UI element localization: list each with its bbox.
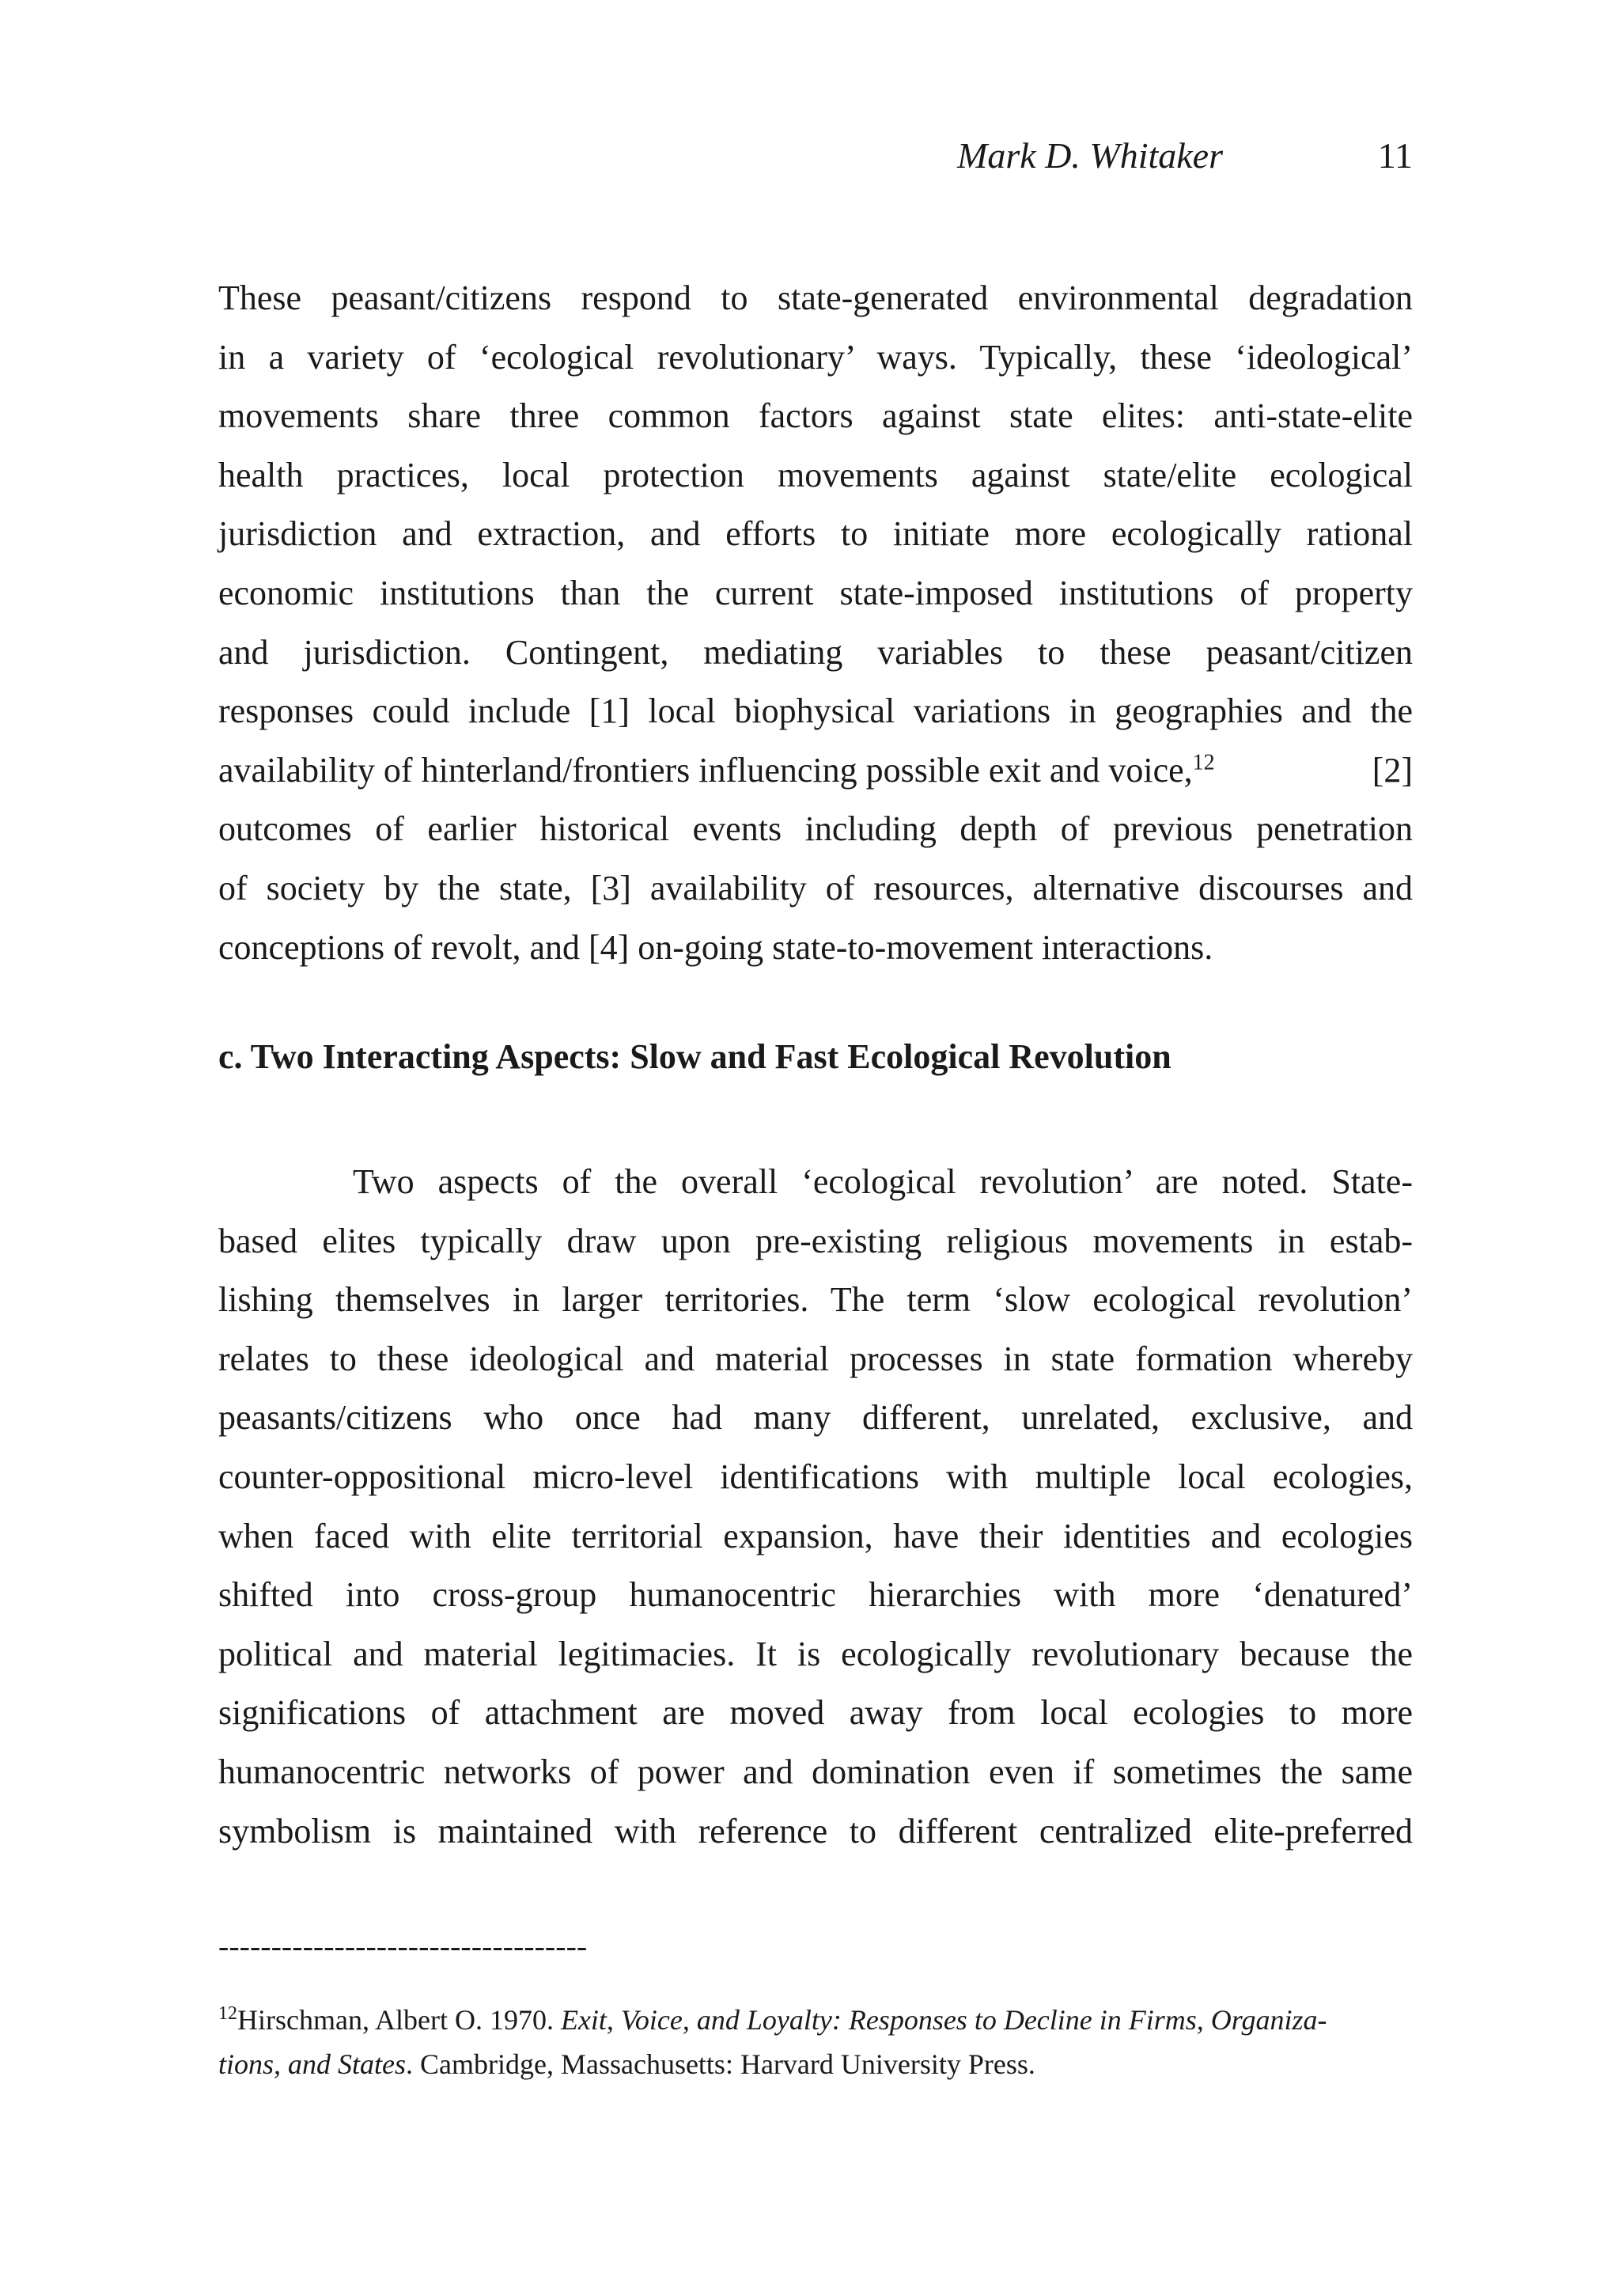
section-heading: c. Two Interacting Aspects: Slow and Fast Ecological Revolution (218, 1037, 1171, 1076)
text-line: political and material legitimacies. It is ecologically revolutionary because the (218, 1634, 1413, 1673)
text-line: jurisdiction and extraction, and efforts to initiate more ecologically rational (218, 514, 1413, 554)
text-line: responses could include [1] local biophysical variations in geographies and the (218, 691, 1413, 731)
footnote-marker: 12 (218, 2003, 237, 2024)
text-line: when faced with elite territorial expansion, have their identities and ecologies (218, 1516, 1413, 1555)
footnote-line-1 (218, 1998, 1413, 2042)
text-line: lishing themselves in larger territories. The term ‘slow ecological revolution’ (218, 1280, 1413, 1320)
footnote-title-part2: tions, and States (218, 2048, 407, 2080)
text-line: peasants/citizens who once had many different, unrelated, exclusive, and (218, 1398, 1413, 1438)
text-line: symbolism is maintained with reference to different centralized elite-preferred (218, 1811, 1413, 1851)
text-line: humanocentric networks of power and domination even if sometimes the same (218, 1752, 1413, 1791)
footnote-line-2 (218, 2042, 1413, 2086)
text-line: conceptions of revolt, and [4] on-going state-to-movement interactions. (218, 927, 1213, 967)
page-number: 11 (1377, 135, 1413, 176)
footnote-separator: ----------------------------------- (218, 1928, 588, 1964)
text-line: significations of attachment are moved away from local ecologies to more (218, 1693, 1413, 1733)
footnote (218, 1998, 1413, 2086)
text-line: Two aspects of the overall ‘ecological revolution’ are noted. State- (353, 1162, 1413, 1201)
text-line: based elites typically draw upon pre-existing religious movements in estab- (218, 1221, 1413, 1260)
text-line-part: availability of hinterland/frontiers influencing possible exit and voice, (218, 750, 1193, 790)
header-author: Mark D. Whitaker (957, 135, 1223, 176)
running-header (218, 135, 1413, 182)
footnote-publisher: . Cambridge, Massachusetts: Harvard University Press. (406, 2048, 1035, 2080)
text-line-with-footnote (218, 741, 1413, 801)
text-line: outcomes of earlier historical events including depth of previous penetration (218, 809, 1413, 849)
paragraph-1 (218, 269, 1413, 977)
footnote-title-part1: Exit, Voice, and Loyalty: Responses to Decline in Firms, Organiza- (560, 2004, 1327, 2036)
text-line-tail: [2] (1372, 750, 1413, 790)
text-line: movements share three common factors against state elites: anti-state-elite (218, 396, 1413, 436)
text-line: economic institutions than the current state-imposed institutions of property (218, 573, 1413, 612)
footnote-author-year: Hirschman, Albert O. 1970. (237, 2004, 561, 2036)
text-line: counter-oppositional micro-level identifications with multiple local ecologies, (218, 1457, 1413, 1496)
text-line: health practices, local protection movements against state/elite ecological (218, 455, 1413, 494)
text-line: and jurisdiction. Contingent, mediating variables to these peasant/citizen (218, 632, 1413, 672)
footnote-reference[interactable]: 12 (1192, 750, 1215, 775)
text-line: of society by the state, [3] availability of resources, alternative discourses and (218, 868, 1413, 907)
paragraph-2 (218, 1153, 1413, 1861)
text-line: in a variety of ‘ecological revolutionary’ ways. Typically, these ‘ideological’ (218, 337, 1413, 377)
text-line: These peasant/citizens respond to state-generated environmental degradation (218, 278, 1413, 317)
text-line: relates to these ideological and material processes in state formation whereby (218, 1339, 1413, 1378)
text-line: shifted into cross-group humanocentric hierarchies with more ‘denatured’ (218, 1575, 1413, 1615)
